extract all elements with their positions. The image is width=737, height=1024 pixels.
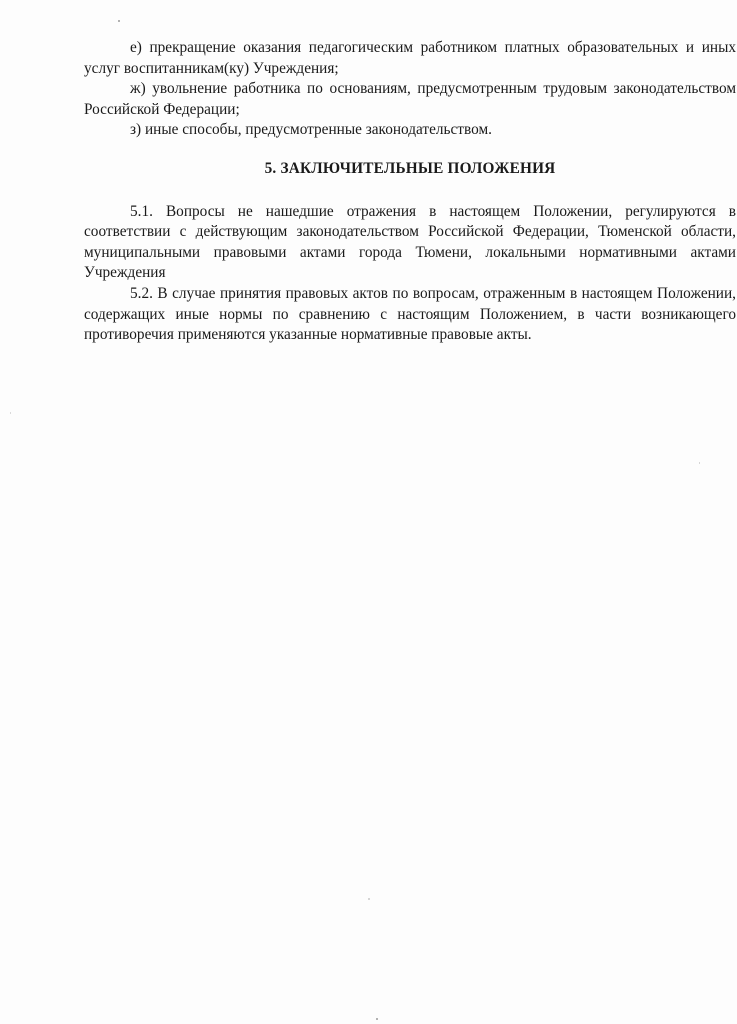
clause-5-1: 5.1. Вопросы не нашедшие отражения в настоящем Положении, регулируются в соответствии с действующим законодательством Российской Федерации, Тюменской области, муниципальными правовыми актами города Тюмени, локальными нормативными актами Учреждения [84, 202, 736, 282]
scan-speck [118, 20, 120, 22]
list-item-e: е) прекращение оказания педагогическим работником платных образовательных и иных услуг воспитанникам(ку) Учреждения; [84, 39, 736, 77]
clause-5-2: 5.2. В случае принятия правовых актов по вопросам, отраженным в настоящем Положении, содержащих иные нормы по сравнению с настоящим Положением, в части возникающего противоречия применяются указанные нормативные правовые акты. [84, 284, 736, 344]
list-item-z: з) иные способы, предусмотренные законодательством. [130, 121, 492, 139]
list-item-zh: ж) увольнение работника по основаниям, предусмотренным трудовым законодательством Российской Федерации; [84, 80, 736, 118]
scan-speck [10, 412, 11, 414]
document-body [84, 38, 736, 346]
section-heading: 5. ЗАКЛЮЧИТЕЛЬНЫЕ ПОЛОЖЕНИЯ [264, 159, 556, 177]
scan-speck [368, 898, 370, 900]
scan-speck [376, 1018, 378, 1020]
scan-speck [699, 462, 700, 464]
